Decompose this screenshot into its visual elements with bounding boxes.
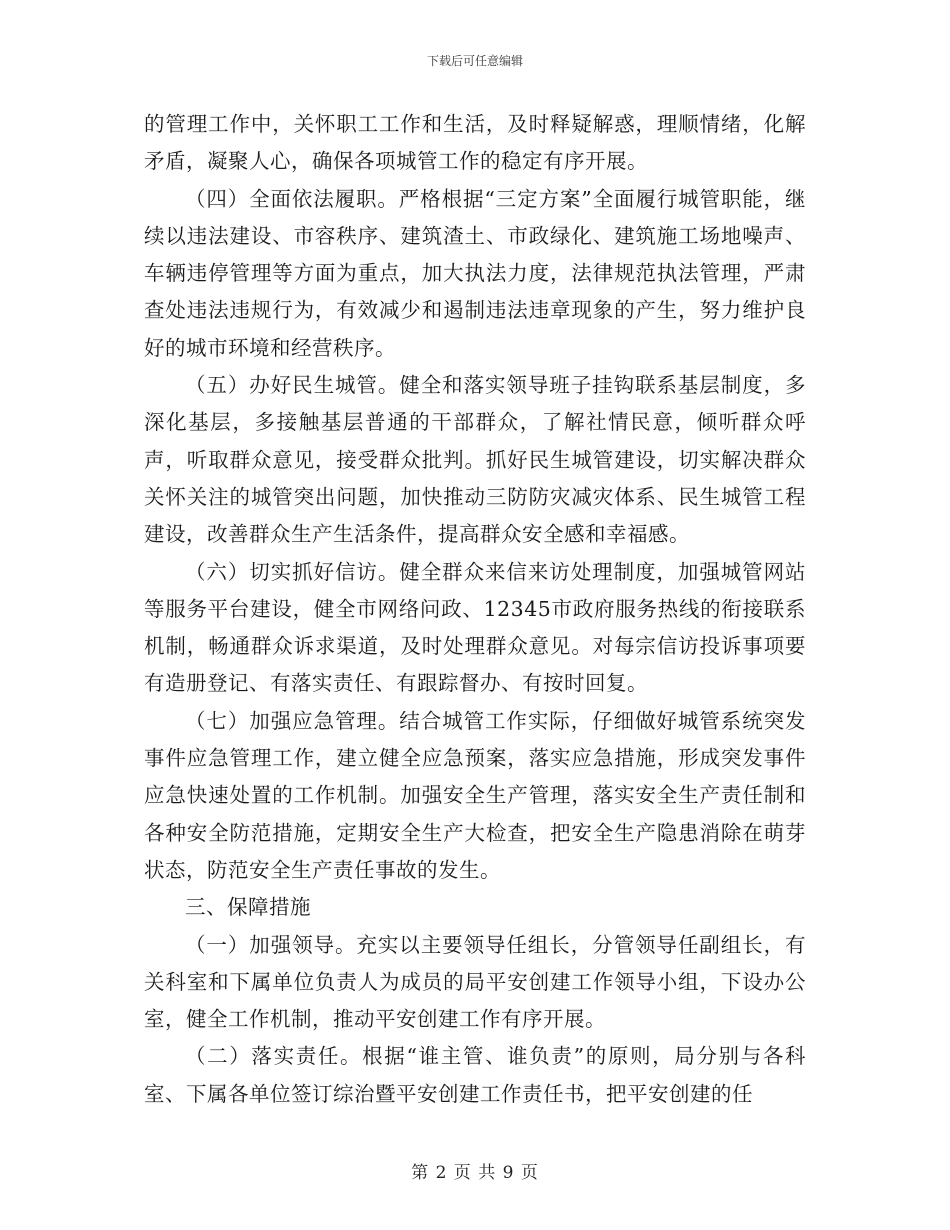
- paragraph-implement-responsibility: （二）落实责任。根据“谁主管、谁负责”的原则，局分别与各科室、下属各单位签订综治暨平安创建工作责任书，把平安创建的任: [144, 1044, 806, 1106]
- paragraph-livelihood-management: （五）办好民生城管。健全和落实领导班子挂钩联系基层制度，多深化基层，多接触基层普通的干部群众，了解社情民意，倾听群众呼声，听取群众意见，接受群众批判。抓好民生城管建设，切实解决群众关怀关注的城管突出问题，加快推动三防防灾减灾体系、民生城管工程建设，改善群众生产生活条件，提高群众安全感和幸福感。: [144, 373, 806, 547]
- page-number-footer: 第 2 页 共 9 页: [411, 1163, 539, 1183]
- paragraph-continuation: 的管理工作中，关怀职工工作和生活，及时释疑解惑，理顺情绪，化解矛盾，凝聚人心，确保各项城管工作的稳定有序开展。: [144, 112, 806, 174]
- section-heading-safeguards: 三、保障措施: [185, 895, 311, 920]
- paragraph-petitions: （六）切实抓好信访。健全群众来信来访处理制度，加强城管网站等服务平台建设，健全市网络问政、12345市政府服务热线的衔接联系机制，畅通群众诉求渠道，及时处理群众意见。对每宗信访投诉事项要有造册登记、有落实责任、有跟踪督办、有按时回复。: [144, 559, 806, 696]
- paragraph-lawful-duties: （四）全面依法履职。严格根据“三定方案”全面履行城管职能，继续以违法建设、市容秩序、建筑渣土、市政绿化、建筑施工场地噪声、车辆违停管理等方面为重点，加大执法力度，法律规范执法管理，严肃查处违法违规行为，有效减少和遏制违法违章现象的产生，努力维护良好的城市环境和经营秩序。: [144, 186, 806, 360]
- paragraph-strengthen-leadership: （一）加强领导。充实以主要领导任组长，分管领导任副组长，有关科室和下属单位负责人为成员的局平安创建工作领导小组，下设办公室，健全工作机制，推动平安创建工作有序开展。: [144, 932, 806, 1032]
- paragraph-emergency-management: （七）加强应急管理。结合城管工作实际，仔细做好城管系统突发事件应急管理工作，建立健全应急预案，落实应急措施，形成突发事件应急快速处置的工作机制。加强安全生产管理，落实安全生产责任制和各种安全防范措施，定期安全生产大检查，把安全生产隐患消除在萌芽状态，防范安全生产责任事故的发生。: [144, 708, 806, 882]
- page-header-note: 下载后可任意编辑: [426, 54, 523, 68]
- document-body: [144, 106, 806, 1113]
